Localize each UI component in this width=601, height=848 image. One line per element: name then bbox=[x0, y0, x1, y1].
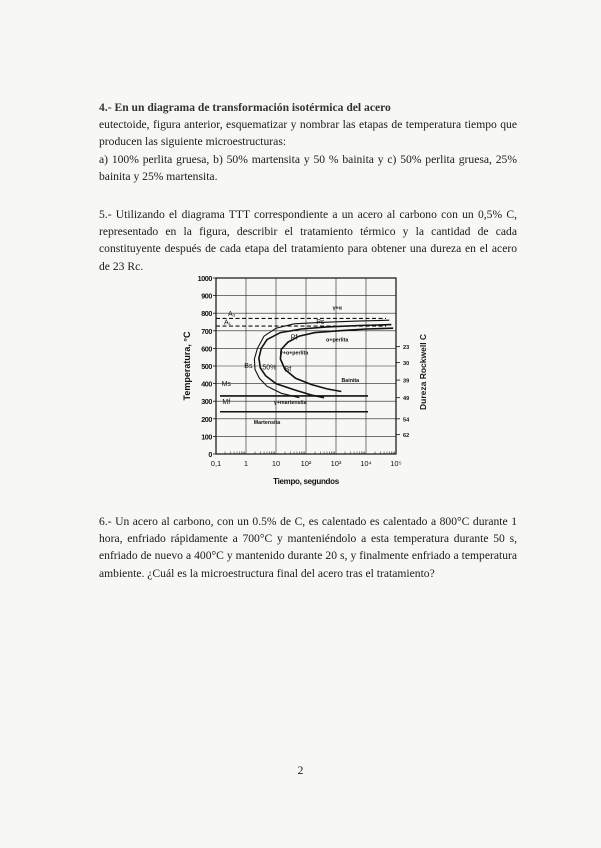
y-tick-label: 500 bbox=[201, 362, 212, 371]
y-axis-label: Temperatura, °C bbox=[182, 331, 192, 401]
region-label: α+perlita bbox=[326, 337, 349, 344]
question-5-line: constituyente después de cada etapa del tratamiento para obtener una dureza en el acero bbox=[99, 242, 517, 256]
region-label: γ+α+perlita bbox=[279, 350, 309, 357]
y-tick-label: 400 bbox=[201, 379, 212, 389]
curve-ps bbox=[259, 325, 392, 398]
hardness-label: 23 bbox=[403, 345, 410, 352]
region-label: Martensita bbox=[253, 420, 281, 427]
region-label: γ+martensita bbox=[273, 399, 307, 406]
question-5-line: 5.- Utilizando el diagrama TTT correspondiente a un acero al carbono con un 0,5% C, bbox=[99, 208, 517, 221]
y-tick-label: 700 bbox=[201, 326, 212, 336]
point-label: Bf bbox=[284, 366, 292, 374]
question-4-line: a) 100% perlita gruesa, b) 50% martensita y 50 % bainita y c) 50% perlita gruesa, 25% bbox=[99, 152, 517, 166]
question-6-line: 6.- Un acero al carbono, con un 0.5% de C, es calentado es calentado a 800°C durante 1 bbox=[99, 515, 517, 528]
x-tick-label: 0,1 bbox=[210, 459, 222, 468]
y-tick-label: 100 bbox=[201, 432, 212, 442]
hardness-label: 30 bbox=[403, 360, 410, 367]
question-6-line: hora, enfriado rápidamente a 700°C y manteniéndolo a esta temperatura durante 50 s, bbox=[99, 532, 517, 546]
y-tick-label: 900 bbox=[201, 291, 212, 301]
hardness-label: 62 bbox=[403, 433, 410, 440]
reference-lines bbox=[216, 318, 386, 411]
x-tick-label: 10³ bbox=[330, 459, 342, 468]
region-label: Bainita bbox=[341, 377, 360, 384]
region-label: γ+α bbox=[332, 305, 342, 312]
y2-axis-label-text: Dureza Rockwell C bbox=[418, 333, 428, 410]
x-axis-label: Tiempo, segundos bbox=[273, 477, 339, 486]
ref-label-a1: A₁ bbox=[224, 319, 232, 327]
y2-axis-label-box bbox=[410, 333, 430, 410]
question-5-line: de 23 Rc. bbox=[99, 259, 144, 273]
question-6-line: ambiente. ¿Cuál es la microestructura final del acero tras el tratamiento? bbox=[99, 566, 435, 580]
chart-gridlines bbox=[213, 278, 400, 454]
question-5-line: representado en la figura, describir el tratamiento térmico y la cantidad de cada bbox=[99, 225, 517, 239]
point-label: Pf bbox=[290, 334, 298, 342]
transformation-curves bbox=[254, 320, 393, 398]
question-6 bbox=[99, 513, 517, 582]
y-tick-label: 800 bbox=[201, 309, 212, 319]
x-tick-label: 10⁴ bbox=[360, 459, 372, 468]
x-tick-label: 1 bbox=[243, 459, 249, 468]
y-tick-label: 0 bbox=[208, 450, 212, 459]
chart-labels bbox=[198, 274, 411, 468]
question-4-line: eutectoide, figura anterior, esquematizar y nombrar las etapas de temperatura tiempo que bbox=[99, 118, 517, 132]
x-tick-label: 10 bbox=[271, 459, 281, 468]
y-tick-label: 1000 bbox=[197, 274, 212, 283]
point-label: 50% bbox=[262, 364, 277, 372]
question-4-line: bainita y 25% martensita. bbox=[99, 169, 218, 183]
ref-label-a3: A₃ bbox=[228, 310, 236, 318]
point-label: Bs bbox=[244, 362, 253, 370]
point-label: Ms bbox=[221, 381, 231, 389]
y-tick-label: 200 bbox=[201, 414, 212, 424]
question-4 bbox=[99, 99, 517, 185]
question-4-line: producen las siguiente microestructuras: bbox=[99, 135, 287, 149]
question-5 bbox=[99, 206, 517, 275]
y-tick-label: 300 bbox=[201, 397, 212, 407]
x-tick-label: 10² bbox=[300, 459, 312, 468]
point-label: Mf bbox=[222, 398, 231, 406]
x-tick-label: 10⁵ bbox=[390, 459, 402, 468]
ttt-diagram bbox=[178, 270, 418, 492]
page-number: 2 bbox=[297, 765, 304, 777]
hardness-label: 39 bbox=[403, 378, 410, 385]
y-tick-label: 600 bbox=[201, 344, 212, 354]
hardness-label: 49 bbox=[403, 396, 410, 403]
hardness-label: 54 bbox=[403, 417, 410, 424]
point-label: Ps bbox=[316, 318, 325, 326]
question-4-line: 4.- En un diagrama de transformación isotérmica del acero bbox=[99, 101, 391, 114]
question-6-line: enfriado de nuevo a 400°C y mantenido durante 20 s, y finalmente enfriado a temperatura bbox=[99, 549, 517, 563]
